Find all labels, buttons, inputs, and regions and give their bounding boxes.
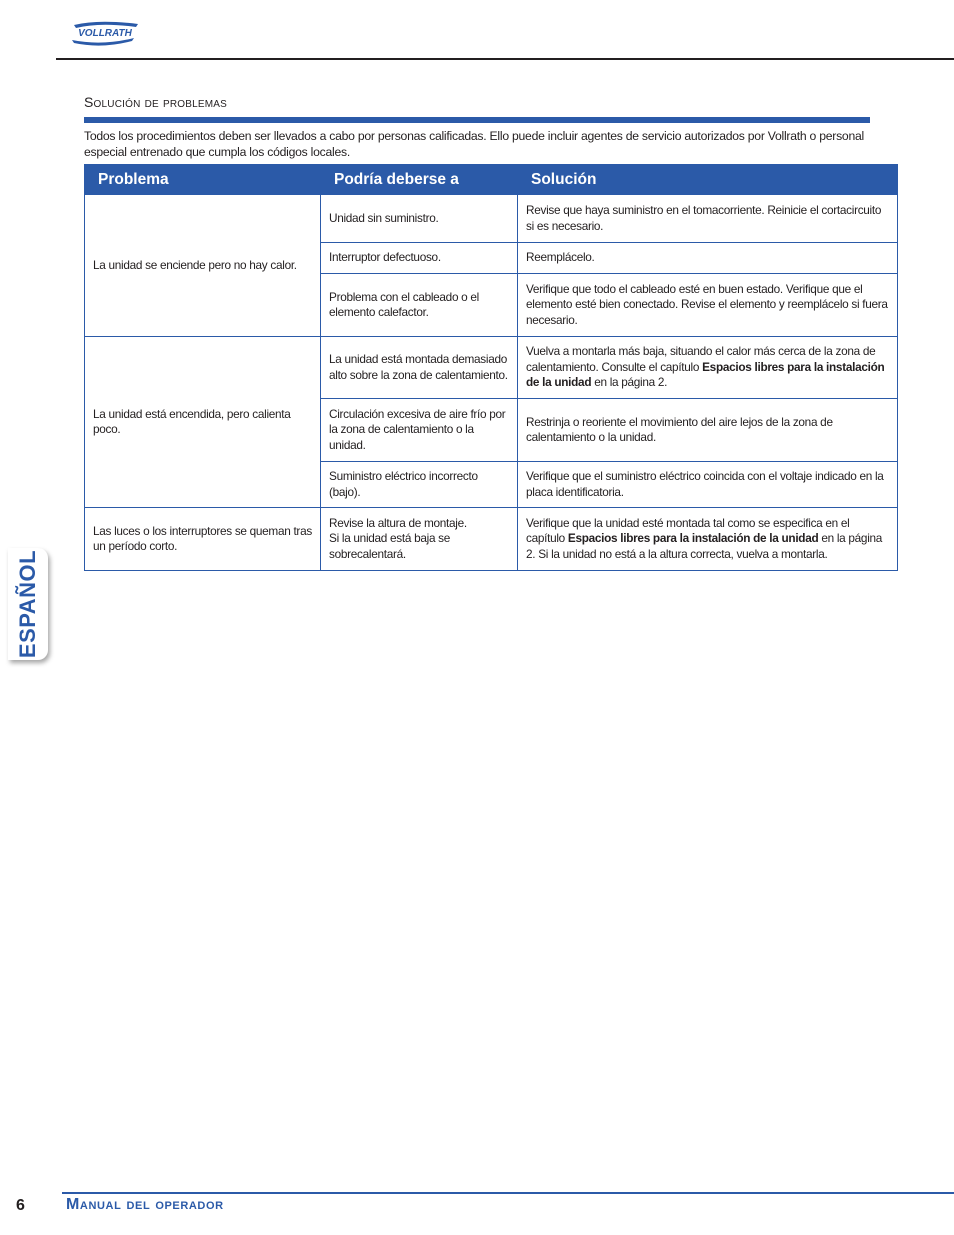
table-header-row: [85, 165, 898, 195]
troubleshooting-table: [84, 164, 898, 571]
intro-paragraph: Todos los procedimientos deben ser llevados a cabo por personas calificadas. Ello puede incluir agentes de servicio autorizados por Vollrath o personal especial entrenado que cumpla los códigos locales.: [84, 129, 864, 159]
cause-cell: Circulación excesiva de aire frío por la zona de calentamiento o la unidad.: [321, 399, 518, 462]
header-problem: Problema: [85, 165, 321, 195]
header-rule: [56, 58, 954, 60]
cause-cell: [321, 508, 518, 571]
cause-line: Si la unidad está baja se sobrecalentará.: [329, 531, 451, 561]
footer-title: Manual del operador: [66, 1196, 224, 1213]
solution-cell: Revise que haya suministro en el tomacorriente. Reinicie el cortacircuito si es necesario.: [518, 195, 898, 243]
vollrath-logo: [68, 20, 142, 46]
problem-cell: La unidad está encendida, pero calienta poco.: [85, 337, 321, 508]
solution-cell: Verifique que el suministro eléctrico coincida con el voltaje indicado en la placa identificatoria.: [518, 462, 898, 508]
solution-text: en la página 2. Si la unidad no está a la altura correcta, vuelva a montarla.: [526, 531, 883, 561]
solution-cell: Restrinja o reoriente el movimiento del aire lejos de la zona de calentamiento o la unidad.: [518, 399, 898, 462]
footer-rule: [62, 1192, 954, 1194]
solution-text: Verifique que la unidad esté montada tal como se especifica en el capítulo: [526, 515, 850, 546]
language-tab-label: ESPAÑOL: [15, 549, 40, 659]
solution-cell: Verifique que todo el cableado esté en buen estado. Verifique que el elemento esté bien conectado. Revise el elemento y reemplácelo si fuera necesario.: [518, 274, 898, 337]
solution-cell: [518, 337, 898, 399]
section-reference: Espacios libres para la instalación de la unidad: [526, 359, 885, 390]
solution-text: Vuelva a montarla más baja, situando el calor más cerca de la zona de calentamiento. Consulte el capítulo: [526, 344, 876, 374]
solution-cell: [518, 508, 898, 571]
problem-cell: La unidad se enciende pero no hay calor.: [85, 195, 321, 337]
cause-cell: Unidad sin suministro.: [321, 195, 518, 243]
page-number: 6: [16, 1197, 25, 1214]
cause-line: Revise la altura de montaje.: [329, 515, 467, 530]
table-row: [85, 508, 898, 571]
cause-cell: La unidad está montada demasiado alto sobre la zona de calentamiento.: [321, 337, 518, 399]
table-row: [85, 337, 898, 399]
table-row: [85, 195, 898, 243]
section-reference: Espacios libres para la instalación de la unidad: [567, 531, 819, 546]
cause-cell: Problema con el cableado o el elemento calefactor.: [321, 274, 518, 337]
section-title-bar: [84, 117, 870, 123]
section-title: Solución de problemas: [84, 94, 228, 110]
solution-cell: Reemplácelo.: [518, 243, 898, 274]
cause-cell: Suministro eléctrico incorrecto (bajo).: [321, 462, 518, 508]
problem-cell: Las luces o los interruptores se queman tras un período corto.: [85, 508, 321, 571]
header-solution: Solución: [518, 165, 898, 195]
solution-text: en la página 2.: [591, 375, 668, 390]
cause-cell: Interruptor defectuoso.: [321, 243, 518, 274]
header-cause: Podría deberse a: [321, 165, 518, 195]
svg-text:VOLLRATH: VOLLRATH: [78, 28, 132, 39]
